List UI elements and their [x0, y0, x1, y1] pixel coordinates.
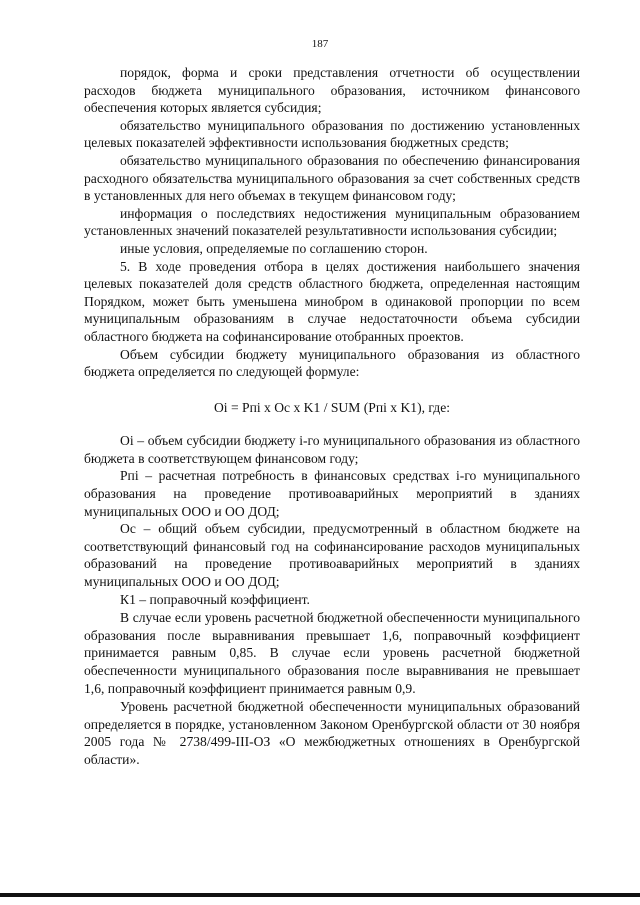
- paragraph-correction-coefficient: В случае если уровень расчетной бюджетной обеспеченности муниципального образования после выравнивания превышает 1,6, поправочный коэффициент принимается равным 0,85. В случае если уровень расчетной бюджетной обеспеченности муниципального образования после выравнивания не превышает 1,6, поправочный коэффициент принимается равным 0,9.: [84, 610, 580, 696]
- paragraph-target-indicators: обязательство муниципального образования по достижению установленных целевых показателей эффективности использования бюджетных средств;: [84, 117, 580, 151]
- paragraph-cofinancing-obligation: обязательство муниципального образования по обеспечению финансирования расходного обязательства муниципального образования за счет собственных средств в установленных для него объемах в текущем финансовом году;: [84, 152, 580, 204]
- paragraph-budget-provision-level: Уровень расчетной бюджетной обеспеченности муниципальных образований определяется в порядке, установленном Законом Оренбургской области от 30 ноября 2005 года № 2738/499-III-ОЗ «О межбюджетных отношениях в Оренбургской области».: [84, 699, 580, 767]
- paragraph-item-5: 5. В ходе проведения отбора в целях достижения наибольшего значения целевых показателей доля средств областного бюджета, определенная настоящим Порядком, может быть уменьшена минобром в одинаковой пропорции по всем муниципальным образованиям в случае недостаточности объема субсидии областного бюджета на софинансирование отобранных проектов.: [84, 258, 580, 344]
- bottom-scan-edge: [0, 893, 640, 897]
- paragraph-reporting-order: порядок, форма и сроки представления отчетности об осуществлении расходов бюджета муниципального образования, источником финансового обеспечения которых является субсидия;: [84, 65, 580, 116]
- document-body: [84, 64, 580, 769]
- paragraph-other-conditions: иные условия, определяемые по соглашению сторон.: [120, 240, 428, 256]
- paragraph-consequences: информация о последствиях недостижения муниципальным образованием установленных значений показателей результативности использования субсидии;: [84, 205, 580, 239]
- definition-oi: Oi – объем субсидии бюджету i-го муниципального образования из областного бюджета в соответствующем финансовом году;: [84, 433, 580, 466]
- definition-k1: К1 – поправочный коэффициент.: [120, 591, 310, 607]
- paragraph-subsidy-volume: Объем субсидии бюджету муниципального образования из областного бюджета определяется по следующей формуле:: [84, 346, 580, 380]
- subsidy-formula: Oi = Рпi х Oc х K1 / SUM (Рпi х K1), где:: [213, 399, 451, 415]
- page-number: 187: [311, 38, 329, 50]
- definition-oc: Ос – общий объем субсидии, предусмотренный в областном бюджете на соответствующий финансовый год на софинансирование расходов муниципальных образований на проведение противоаварийных мероприятий в зданиях муниципальных ООО и ОО ДОД;: [84, 521, 580, 590]
- definition-rpi: Рпi – расчетная потребность в финансовых средствах i-го муниципального образования на проведение противоаварийных мероприятий в зданиях муниципальных ООО и ОО ДОД;: [84, 468, 580, 519]
